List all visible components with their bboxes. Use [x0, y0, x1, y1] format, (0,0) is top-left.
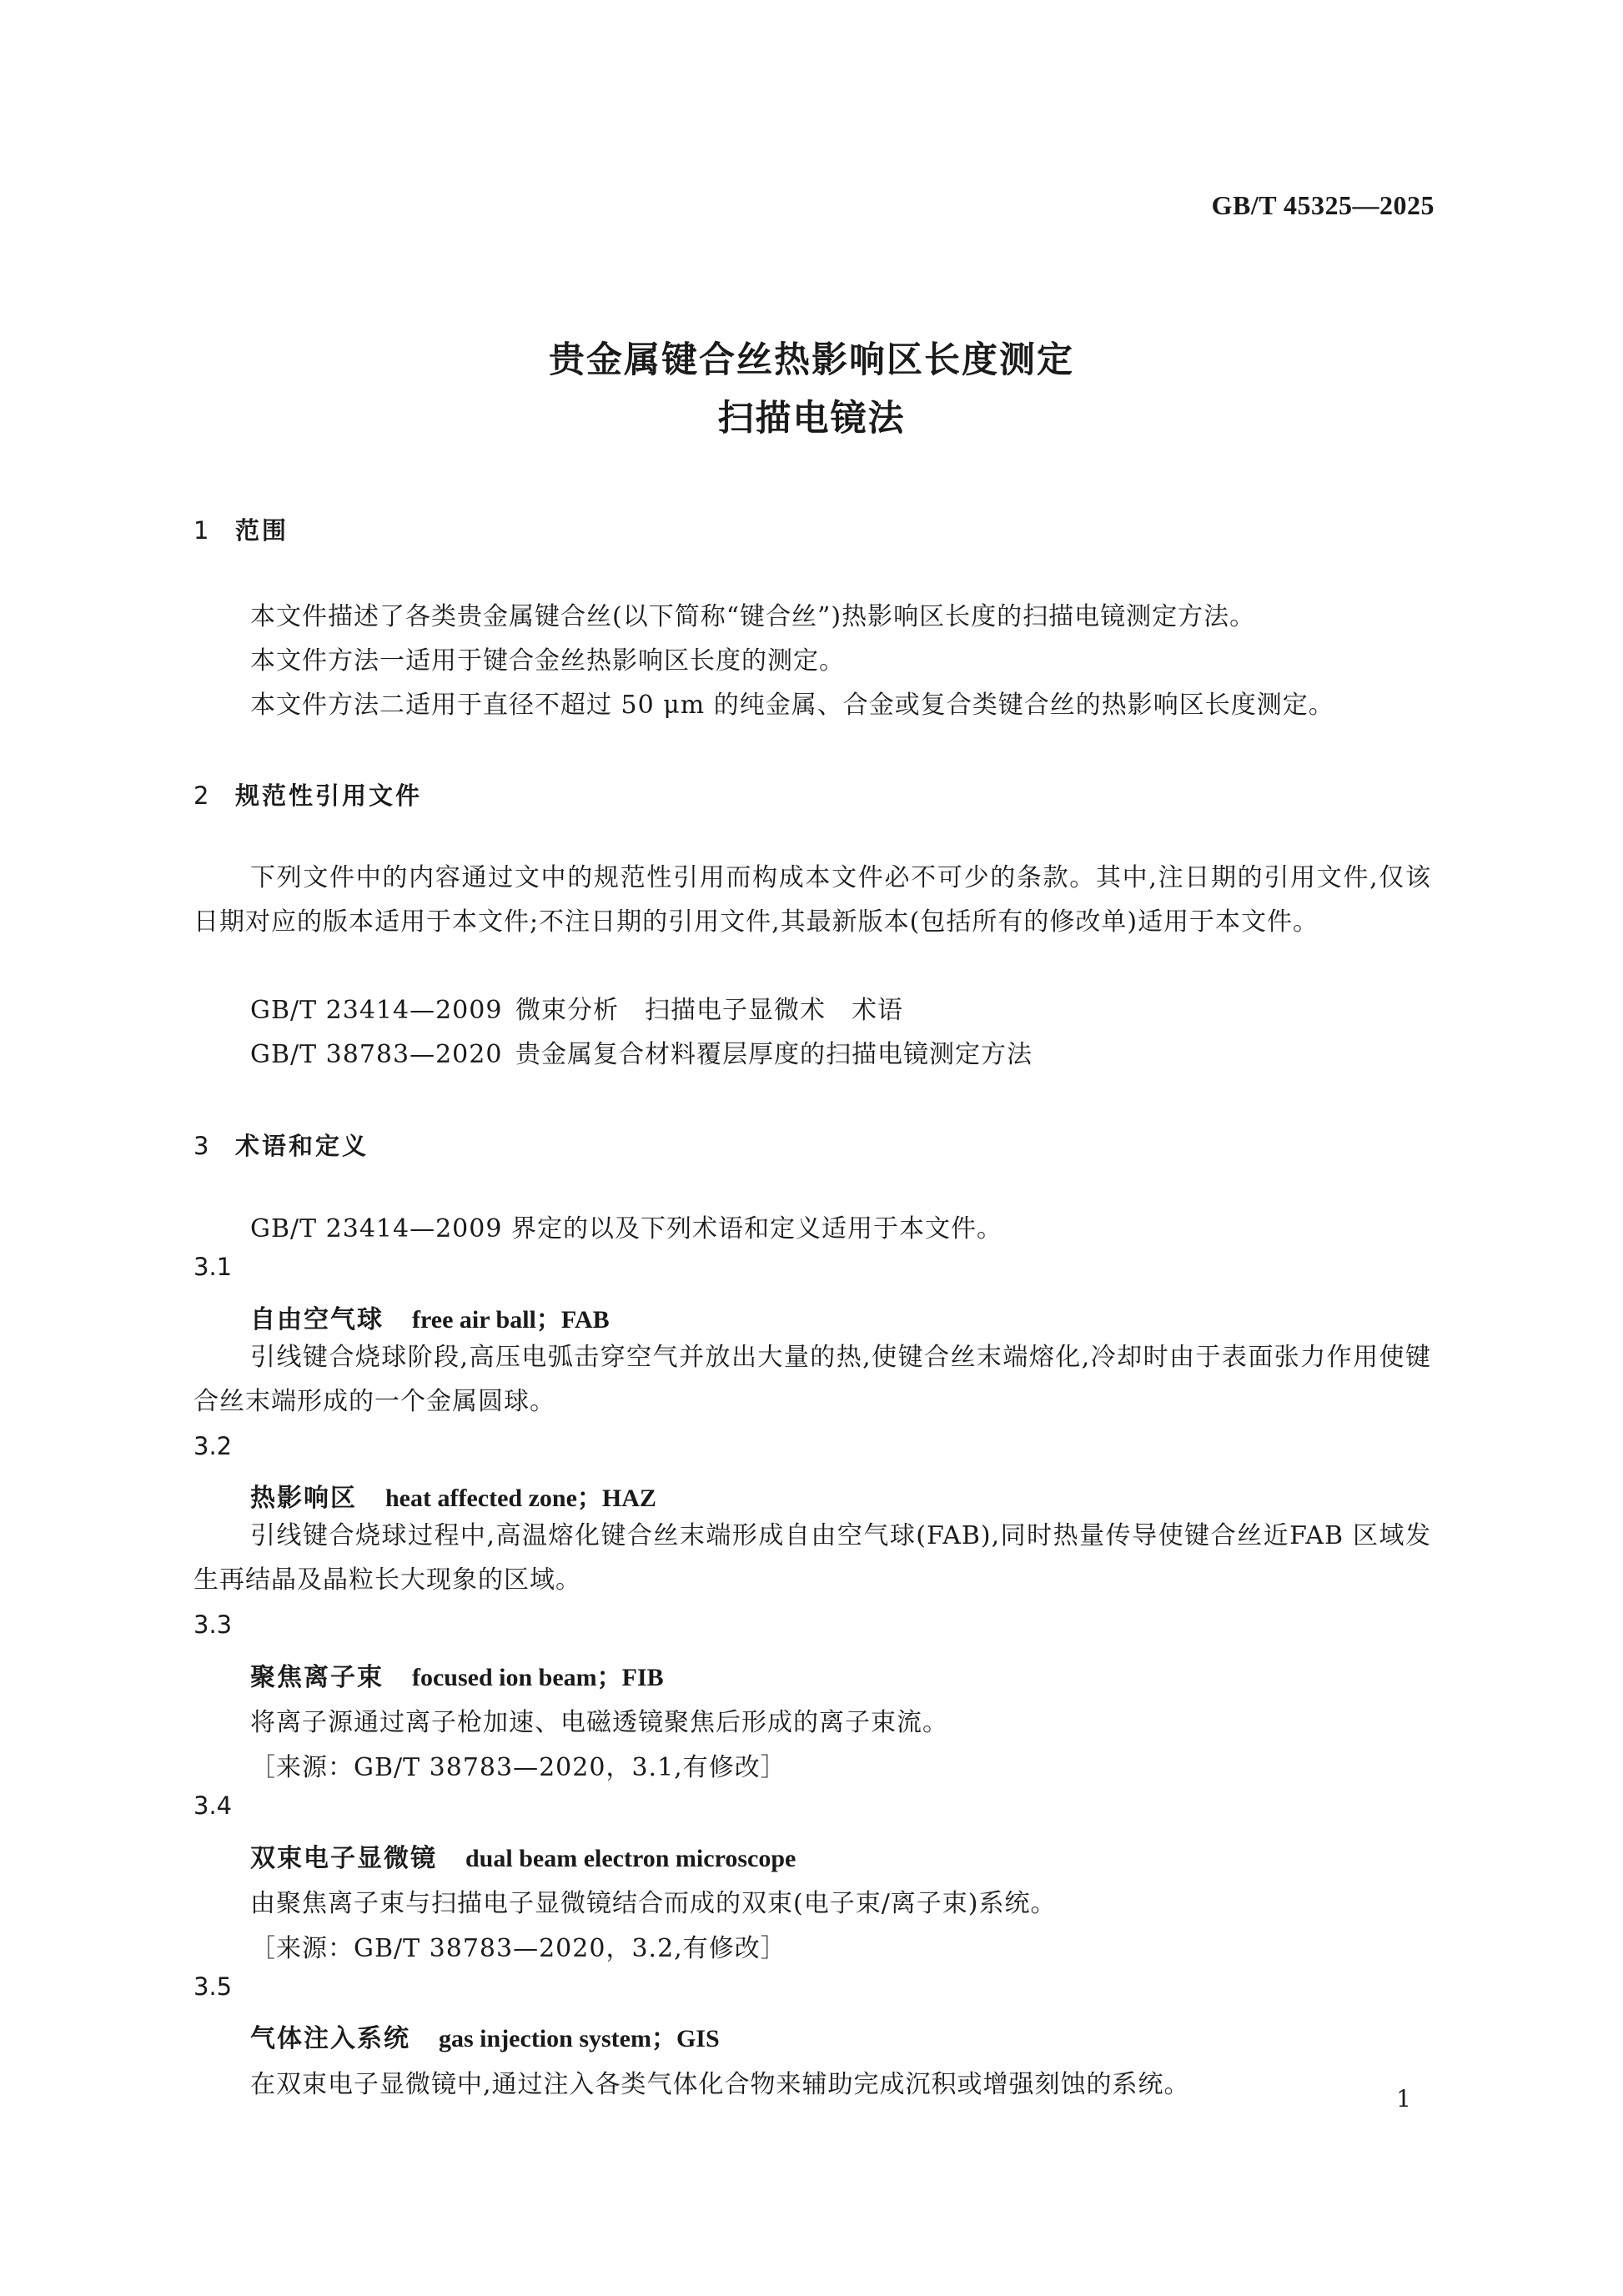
- term-zh: 双束电子显微镜: [250, 1844, 437, 1873]
- term-en: dual beam electron microscope: [465, 1845, 796, 1872]
- term-title: [250, 2017, 720, 2054]
- reference-title: 贵金属复合材料覆层厚度的扫描电镜测定方法: [515, 1040, 1033, 1069]
- scope-paragraph: 本文件描述了各类贵金属键合丝(以下简称“键合丝”)热影响区长度的扫描电镜测定方法。: [250, 602, 1256, 631]
- term-definition: 引线键合烧球过程中,高温熔化键合丝末端形成自由空气球(FAB),同时热量传导使键合丝近FAB 区域发生再结晶及晶粒长大现象的区域。: [193, 1521, 1431, 1595]
- section-2-heading: [193, 777, 422, 811]
- section-title: 术语和定义: [235, 1132, 369, 1160]
- term-title: [250, 1837, 796, 1874]
- scope-paragraph: 本文件方法一适用于键合金丝热影响区长度的测定。: [250, 646, 845, 676]
- section-title: 范围: [235, 516, 289, 545]
- section-title: 规范性引用文件: [235, 781, 423, 810]
- reference-code: GB/T 38783—2020: [250, 1040, 503, 1069]
- term-en: free air ball；FAB: [412, 1306, 610, 1334]
- page-number: 1: [1396, 2085, 1411, 2113]
- term-definition: 引线键合烧球阶段,高压电弧击穿空气并放出大量的热,使键合丝末端熔化,冷却时由于表面张力作用使键合丝末端形成的一个金属圆球。: [193, 1343, 1431, 1416]
- reference-item: [250, 1033, 1033, 1070]
- term-number: 3.2: [193, 1432, 233, 1460]
- term-source: ［来源：GB/T 38783—2020，3.2,有修改］: [250, 1934, 786, 1963]
- term-zh: 自由空气球: [250, 1305, 384, 1334]
- section-number: 2: [193, 781, 209, 810]
- term-zh: 热影响区: [250, 1484, 357, 1513]
- term-number: 3.5: [193, 1972, 233, 2001]
- reference-code: GB/T 23414—2009: [250, 996, 503, 1025]
- term-number: 3.1: [193, 1253, 233, 1281]
- term-source: ［来源：GB/T 38783—2020，3.1,有修改］: [250, 1753, 786, 1782]
- section-number: 3: [193, 1132, 209, 1160]
- term-definition: 由聚焦离子束与扫描电子显微镜结合而成的双束(电子束/离子束)系统。: [250, 1889, 1057, 1918]
- term-en: focused ion beam；FIB: [412, 1664, 664, 1691]
- term-zh: 气体注入系统: [250, 2024, 410, 2053]
- scope-paragraph: 本文件方法二适用于直径不超过 50 μm 的纯金属、合金或复合类键合丝的热影响区长度测定。: [250, 691, 1334, 720]
- section-number: 1: [193, 516, 209, 545]
- section-1-heading: [193, 512, 289, 546]
- term-number: 3.3: [193, 1610, 233, 1639]
- document-title-line-2: 扫描电镜法: [717, 398, 906, 440]
- term-title: [250, 1477, 656, 1514]
- reference-item: [250, 989, 903, 1026]
- reference-title: 微束分析 扫描电子显微术 术语: [515, 996, 903, 1025]
- term-definition: 在双束电子显微镜中,通过注入各类气体化合物来辅助完成沉积或增强刻蚀的系统。: [250, 2070, 1190, 2099]
- term-zh: 聚焦离子束: [250, 1663, 384, 1692]
- term-en: gas injection system；GIS: [439, 2025, 720, 2052]
- document-title-line-1: 贵金属键合丝热影响区长度测定: [549, 339, 1074, 381]
- standard-code: GB/T 45325—2025: [1211, 190, 1435, 220]
- normative-references-intro: 下列文件中的内容通过文中的规范性引用而构成本文件必不可少的条款。其中,注日期的引用文件,仅该日期对应的版本适用于本文件;不注日期的引用文件,其最新版本(包括所有的修改单)适用于本文件。: [193, 863, 1431, 937]
- term-number: 3.4: [193, 1791, 233, 1820]
- term-title: [250, 1299, 610, 1335]
- term-en: heat affected zone；HAZ: [385, 1485, 656, 1512]
- term-definition: 将离子源通过离子枪加速、电磁透镜聚焦后形成的离子束流。: [250, 1708, 948, 1737]
- section-3-heading: [193, 1128, 369, 1162]
- term-title: [250, 1656, 664, 1693]
- terms-intro: GB/T 23414—2009 界定的以及下列术语和定义适用于本文件。: [250, 1214, 1002, 1243]
